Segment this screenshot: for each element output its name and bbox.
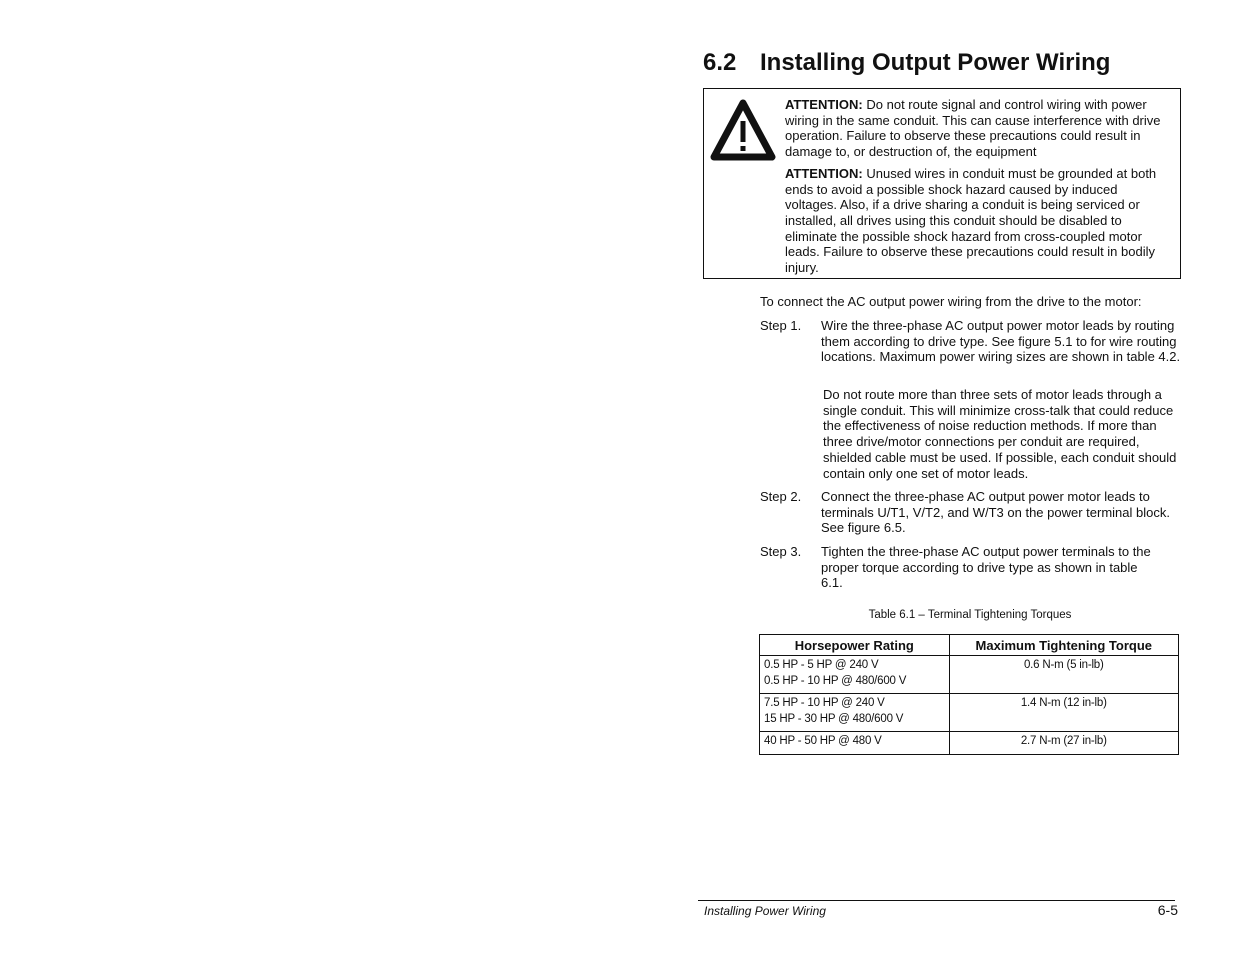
- step-label: Step 2.: [760, 489, 802, 504]
- table-header-row: [760, 635, 1179, 656]
- attention-paragraph: [785, 166, 1170, 276]
- attention-text: [785, 97, 1170, 282]
- footer-section-title: Installing Power Wiring: [704, 904, 826, 918]
- section-number: 6.2: [703, 49, 737, 76]
- rating-cell: [760, 694, 950, 732]
- column-header: Horsepower Rating: [760, 635, 950, 656]
- step-text: Tighten the three-phase AC output power terminals to the proper torque according to drive type as shown in table 6.1.: [821, 544, 1151, 591]
- rating-line: 0.5 HP - 10 HP @ 480/600 V: [764, 674, 907, 687]
- attention-label: ATTENTION:: [785, 165, 863, 181]
- step-note: Do not route more than three sets of motor leads through a single conduit. This will minimize cross-talk that could reduce the effectiveness of noise reduction methods. If more than three drive/motor connections per conduit are required, shielded cable must be used. If possible, each conduit should contain only one set of motor leads.: [823, 387, 1177, 481]
- step-text: Connect the three-phase AC output power motor leads to terminals U/T1, V/T2, and W/T3 on the power terminal block. See figure 6.5.: [821, 489, 1170, 536]
- step-text: Wire the three-phase AC output power motor leads by routing them according to drive type. See figure 5.1 to for wire routing locations. Maximum power wiring sizes are shown in table 4.2.: [821, 318, 1181, 365]
- rating-line: 15 HP - 30 HP @ 480/600 V: [764, 712, 904, 725]
- table-row: [760, 694, 1179, 732]
- torque-cell: 0.6 N-m (5 in-lb): [949, 656, 1178, 694]
- attention-paragraph: [785, 97, 1170, 160]
- section-heading: [703, 48, 1183, 78]
- section-title: Installing Output Power Wiring: [760, 49, 1111, 76]
- intro-text: To connect the AC output power wiring from the drive to the motor:: [760, 294, 1142, 309]
- rating-line: 0.5 HP - 5 HP @ 240 V: [764, 659, 879, 671]
- rating-line: 40 HP - 50 HP @ 480 V: [764, 735, 882, 747]
- attention-message: Do not route signal and control wiring with power wiring in the same conduit. This can cause interference with drive operation. Failure to observe these precautions could result in damage to, or destruction of, the equipment: [785, 97, 1161, 160]
- torque-cell: 2.7 N-m (27 in-lb): [949, 732, 1178, 755]
- rating-cell: [760, 656, 950, 694]
- rating-cell: [760, 732, 950, 755]
- page-number: 6-5: [1157, 902, 1178, 918]
- torque-table: [759, 634, 1179, 755]
- warning-triangle-icon: [710, 99, 776, 163]
- step-label: Step 1.: [760, 318, 802, 333]
- attention-label: ATTENTION:: [785, 97, 863, 112]
- column-header: Maximum Tightening Torque: [949, 635, 1178, 656]
- attention-message: Unused wires in conduit must be grounded at both ends to avoid a possible shock hazard caused by induced voltages. Also, if a drive sharing a conduit is being serviced or installed, all drives using this conduit should be disabled to eliminate the possible shock hazard from cross-coupled motor leads. Failure to observe these precautions could result in bodily injury.: [785, 165, 1157, 276]
- rating-line: 7.5 HP - 10 HP @ 240 V: [764, 697, 885, 709]
- footer-divider: [698, 900, 1175, 901]
- table-caption: Table 6.1 – Terminal Tightening Torques: [868, 609, 1072, 621]
- table-row: [760, 656, 1179, 694]
- torque-cell: 1.4 N-m (12 in-lb): [949, 694, 1178, 732]
- table-row: [760, 732, 1179, 755]
- step-label: Step 3.: [760, 544, 802, 559]
- attention-box: [703, 88, 1181, 279]
